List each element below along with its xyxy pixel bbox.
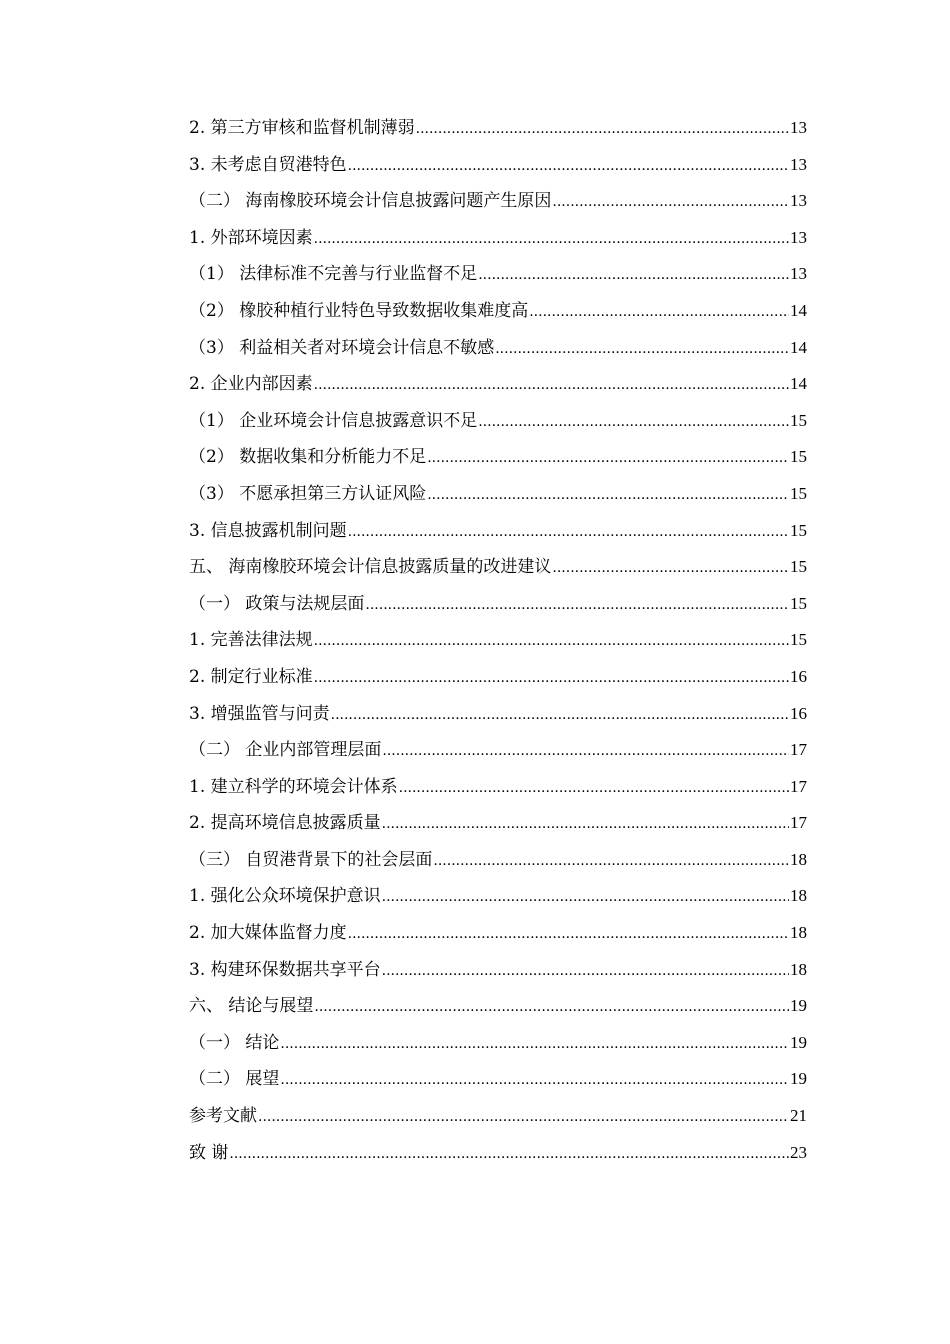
- toc-entry-title: （2） 数据收集和分析能力不足: [189, 447, 427, 468]
- toc-dot-leader: [314, 659, 789, 697]
- toc-dot-leader: [427, 476, 789, 514]
- toc-entry[interactable]: [189, 988, 807, 1025]
- toc-entry[interactable]: [189, 842, 807, 879]
- toc-dot-leader: [433, 842, 789, 880]
- toc-entry-title: 致 谢: [189, 1142, 229, 1163]
- toc-page-number: 14: [790, 300, 807, 320]
- toc-dot-leader: [331, 696, 789, 734]
- toc-entry[interactable]: [189, 476, 807, 513]
- toc-entry-title: 1. 外部环境因素: [189, 227, 313, 248]
- toc-entry[interactable]: [189, 513, 807, 550]
- toc-entry-title: 1. 强化公众环境保护意识: [189, 886, 381, 907]
- toc-page-number: 21: [790, 1106, 807, 1126]
- toc-entry-title: 1. 完善法律法规: [189, 630, 313, 651]
- toc-dot-leader: [478, 403, 789, 441]
- toc-page-number: 15: [790, 520, 807, 540]
- toc-page-number: 16: [790, 703, 807, 723]
- toc-page-number: 17: [790, 813, 807, 833]
- toc-dot-leader: [258, 1098, 789, 1136]
- toc-dot-leader: [552, 549, 789, 587]
- toc-entry-title: （一） 政策与法规层面: [189, 593, 365, 614]
- toc-entry[interactable]: [189, 293, 807, 330]
- toc-dot-leader: [416, 110, 789, 148]
- toc-dot-leader: [382, 805, 789, 843]
- toc-dot-leader: [314, 622, 789, 660]
- toc-page-number: 14: [790, 374, 807, 394]
- toc-entry-title: （3） 利益相关者对环境会计信息不敏感: [189, 337, 495, 358]
- toc-entry-title: 2. 制定行业标准: [189, 666, 313, 687]
- toc-entry-title: 2. 提高环境信息披露质量: [189, 813, 381, 834]
- toc-page-number: 15: [790, 483, 807, 503]
- toc-entry[interactable]: [189, 732, 807, 769]
- toc-entry[interactable]: [189, 586, 807, 623]
- toc-entry-title: 3. 增强监管与问责: [189, 703, 330, 724]
- toc-page-number: 18: [790, 886, 807, 906]
- toc-entry[interactable]: [189, 952, 807, 989]
- toc-page-number: 17: [790, 776, 807, 796]
- toc-entry-title: （1） 企业环境会计信息披露意识不足: [189, 410, 478, 431]
- toc-entry-title: 五、 海南橡胶环境会计信息披露质量的改进建议: [189, 557, 552, 578]
- toc-entry[interactable]: [189, 878, 807, 915]
- toc-entry-title: 六、 结论与展望: [189, 996, 314, 1017]
- toc-entry[interactable]: [189, 915, 807, 952]
- toc-entry[interactable]: [189, 659, 807, 696]
- toc-page-number: 18: [790, 959, 807, 979]
- toc-entry-title: 3. 信息披露机制问题: [189, 520, 347, 541]
- toc-entry-title: 参考文献: [189, 1106, 257, 1127]
- toc-entry[interactable]: [189, 220, 807, 257]
- toc-page-number: 13: [790, 191, 807, 211]
- toc-page-number: 19: [790, 1069, 807, 1089]
- toc-entry[interactable]: [189, 403, 807, 440]
- toc-entry-title: （二） 海南橡胶环境会计信息披露问题产生原因: [189, 191, 552, 212]
- toc-page-number: 15: [790, 630, 807, 650]
- toc-dot-leader: [314, 220, 789, 258]
- toc-dot-leader: [427, 439, 789, 477]
- toc-dot-leader: [348, 147, 789, 185]
- toc-page-number: 13: [790, 264, 807, 284]
- toc-entry[interactable]: [189, 330, 807, 367]
- toc-page-number: 16: [790, 666, 807, 686]
- toc-entry[interactable]: [189, 622, 807, 659]
- toc-entry[interactable]: [189, 439, 807, 476]
- toc-entry[interactable]: [189, 110, 807, 147]
- toc-entry-title: 2. 企业内部因素: [189, 374, 313, 395]
- toc-page-number: 23: [790, 1142, 807, 1162]
- toc-entry-title: （2） 橡胶种植行业特色导致数据收集难度高: [189, 300, 529, 321]
- table-of-contents: [189, 110, 807, 1171]
- toc-entry[interactable]: [189, 366, 807, 403]
- toc-dot-leader: [348, 915, 789, 953]
- toc-dot-leader: [478, 256, 789, 294]
- toc-page-number: 18: [790, 923, 807, 943]
- toc-entry-title: （二） 展望: [189, 1069, 280, 1090]
- toc-dot-leader: [280, 1061, 789, 1099]
- toc-dot-leader: [382, 952, 789, 990]
- toc-entry[interactable]: [189, 256, 807, 293]
- toc-page-number: 14: [790, 337, 807, 357]
- toc-entry[interactable]: [189, 1061, 807, 1098]
- toc-entry-title: 1. 建立科学的环境会计体系: [189, 776, 398, 797]
- toc-dot-leader: [314, 988, 789, 1026]
- toc-page-number: 15: [790, 447, 807, 467]
- toc-entry[interactable]: [189, 1098, 807, 1135]
- toc-entry[interactable]: [189, 183, 807, 220]
- toc-page-number: 15: [790, 410, 807, 430]
- toc-dot-leader: [229, 1135, 789, 1173]
- toc-entry-title: （二） 企业内部管理层面: [189, 740, 382, 761]
- toc-page-number: 18: [790, 849, 807, 869]
- toc-page-number: 19: [790, 996, 807, 1016]
- toc-entry[interactable]: [189, 147, 807, 184]
- toc-dot-leader: [495, 330, 789, 368]
- toc-page-number: 19: [790, 1032, 807, 1052]
- toc-entry-title: 2. 加大媒体监督力度: [189, 923, 347, 944]
- toc-entry-title: 3. 未考虑自贸港特色: [189, 154, 347, 175]
- toc-dot-leader: [348, 513, 789, 551]
- toc-entry[interactable]: [189, 805, 807, 842]
- toc-entry[interactable]: [189, 696, 807, 733]
- toc-entry[interactable]: [189, 1025, 807, 1062]
- toc-page-number: 13: [790, 118, 807, 137]
- toc-page-number: 17: [790, 740, 807, 760]
- toc-dot-leader: [382, 878, 789, 916]
- toc-dot-leader: [365, 586, 789, 624]
- toc-page-number: 15: [790, 593, 807, 613]
- toc-dot-leader: [399, 769, 789, 807]
- toc-entry-title: 3. 构建环保数据共享平台: [189, 959, 381, 980]
- toc-dot-leader: [280, 1025, 789, 1063]
- toc-entry[interactable]: [189, 769, 807, 806]
- toc-entry-title: （3） 不愿承担第三方认证风险: [189, 483, 427, 504]
- toc-entry-title: （三） 自贸港背景下的社会层面: [189, 849, 433, 870]
- toc-entry[interactable]: [189, 1135, 807, 1172]
- toc-entry-title: （1） 法律标准不完善与行业监督不足: [189, 264, 478, 285]
- toc-page-number: 13: [790, 227, 807, 247]
- toc-dot-leader: [314, 366, 789, 404]
- toc-dot-leader: [529, 293, 789, 331]
- toc-entry-title: 2. 第三方审核和监督机制薄弱: [189, 118, 415, 138]
- toc-entry[interactable]: [189, 549, 807, 586]
- toc-page-number: 13: [790, 154, 807, 174]
- toc-page-number: 15: [790, 557, 807, 577]
- toc-entry-title: （一） 结论: [189, 1032, 280, 1053]
- toc-dot-leader: [552, 183, 789, 221]
- toc-dot-leader: [382, 732, 789, 770]
